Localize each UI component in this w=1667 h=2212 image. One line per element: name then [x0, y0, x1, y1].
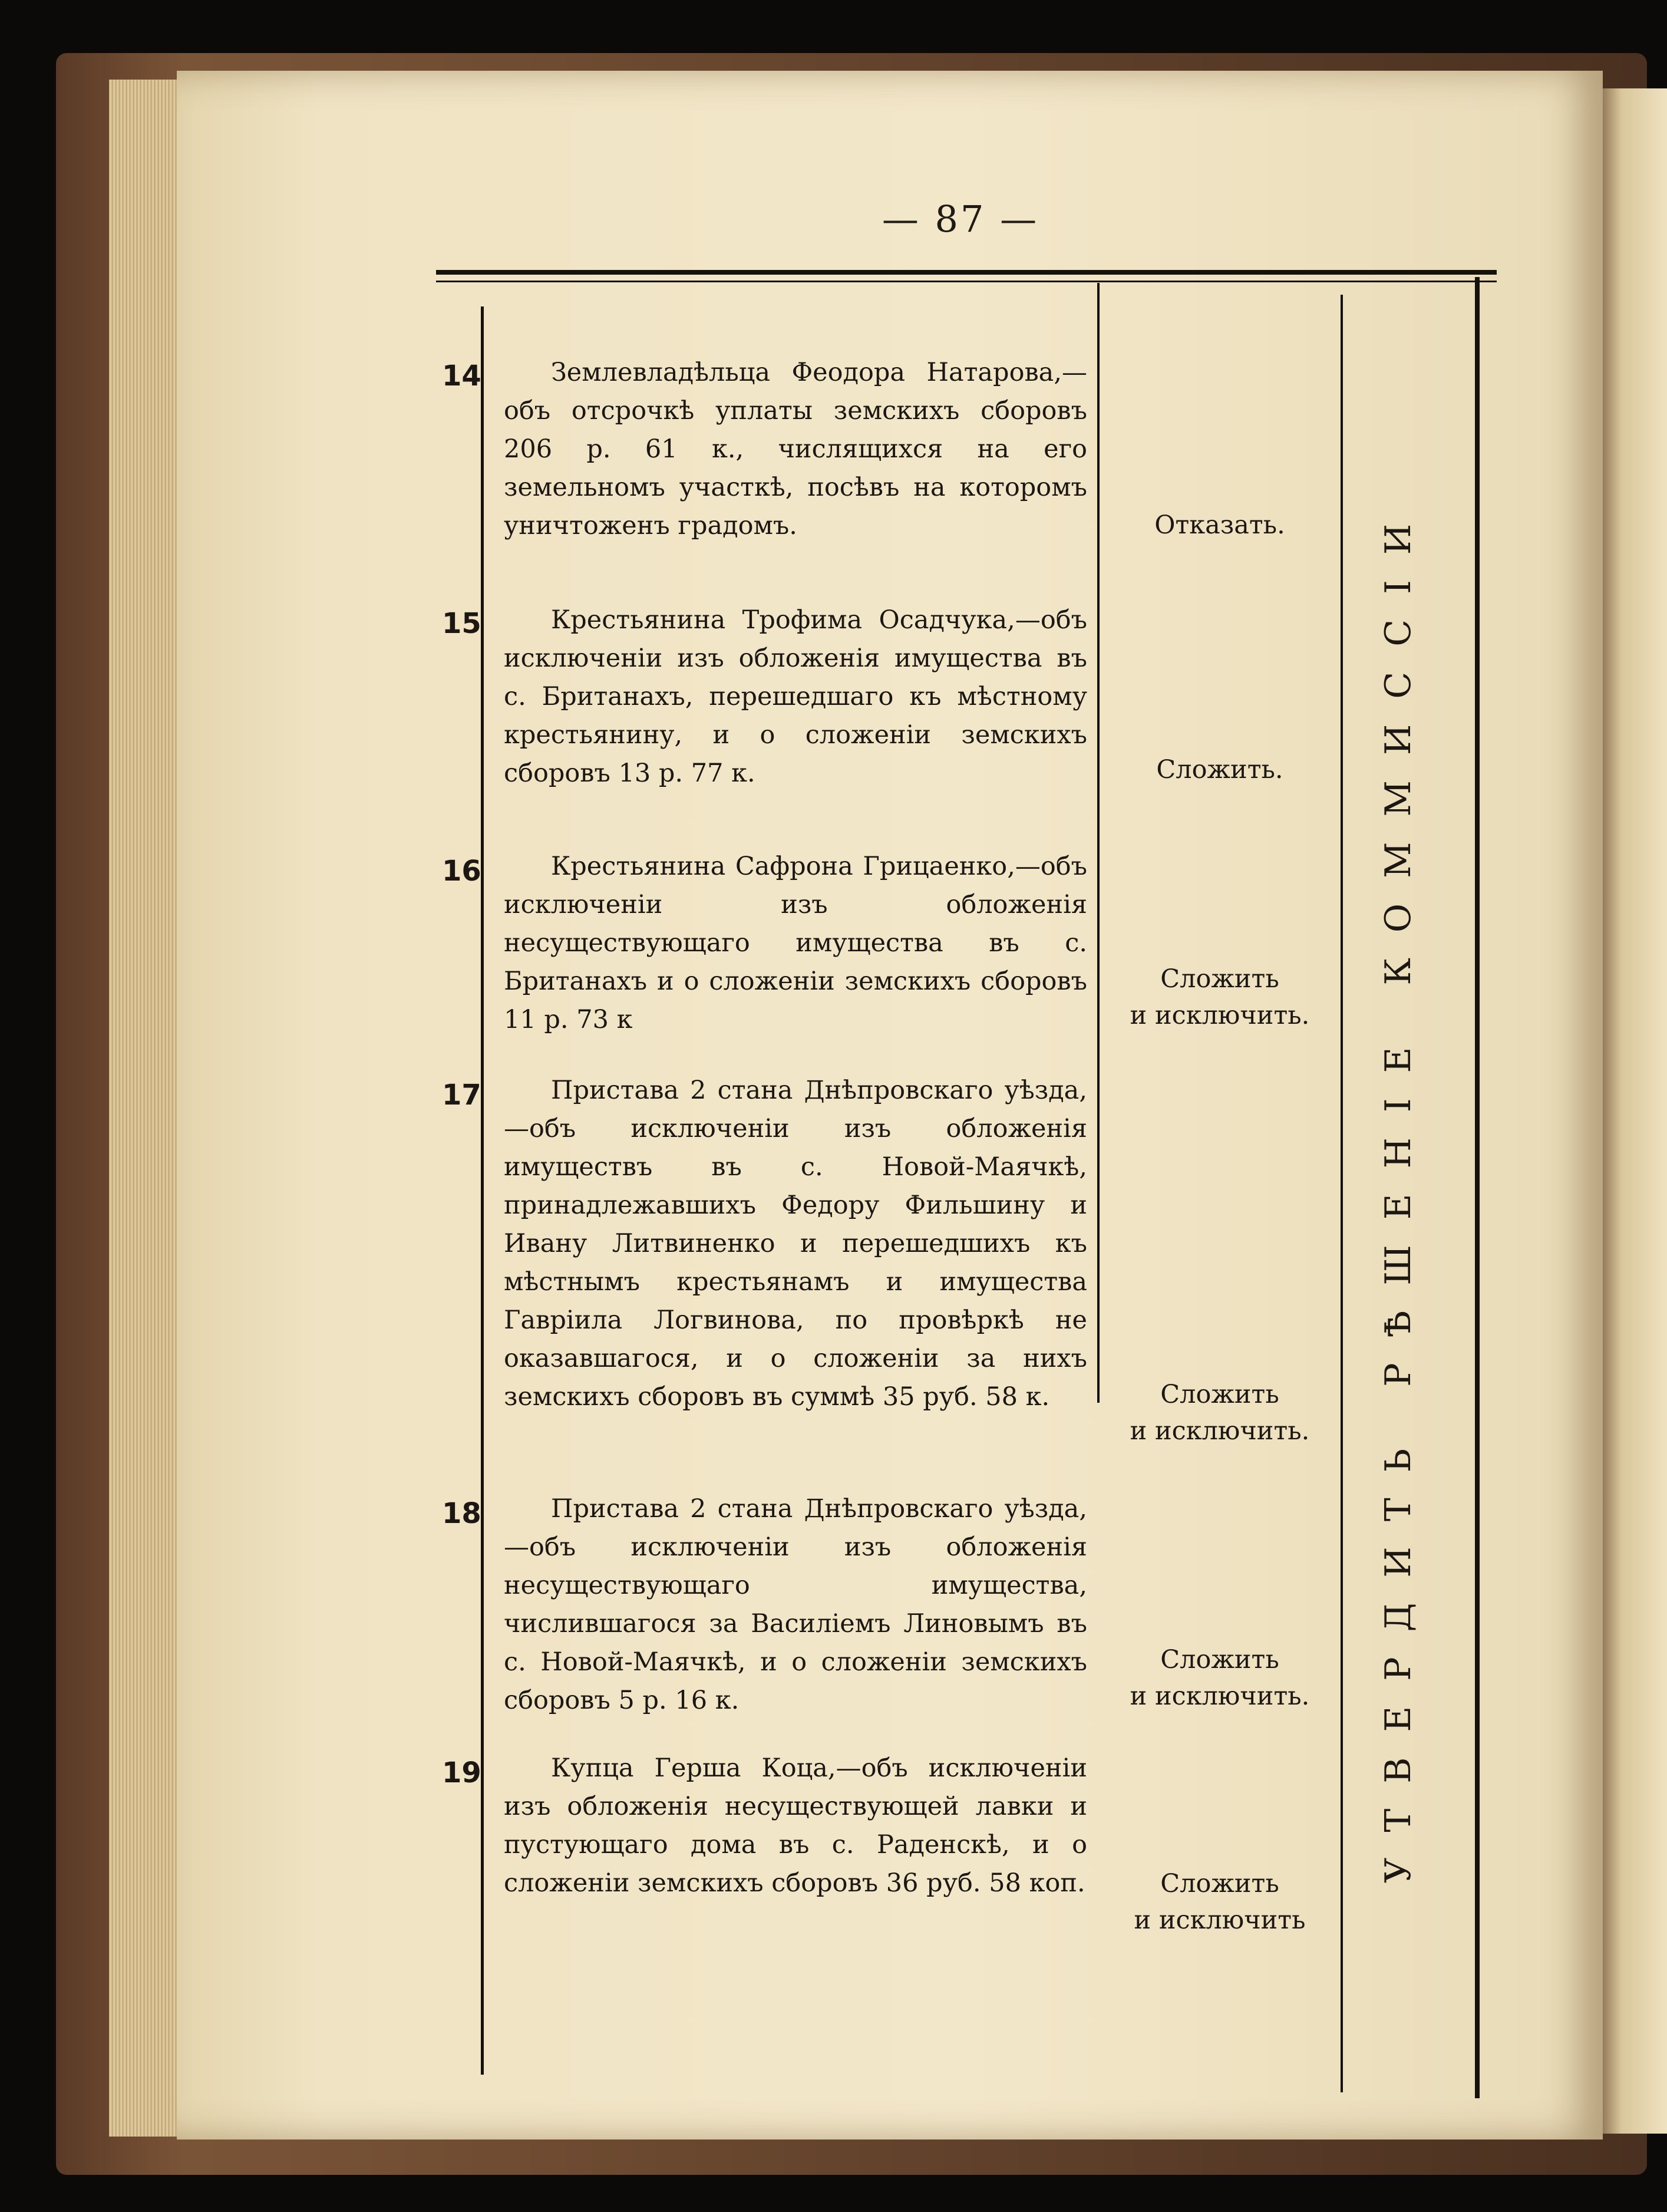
- entry-decision: Сложить и исключить: [1134, 1869, 1306, 1935]
- page-number: — 87 —: [882, 197, 1039, 240]
- top-rule: [436, 270, 1497, 275]
- entry-body: Купца Герша Коца,—объ исключеніи изъ обложенія несуществующей лавки и пустующаго дома въ с. Раденскѣ, и о сложеніи земскихъ сборовъ 36 руб. 58 коп.: [504, 1753, 1087, 1898]
- entry-body: Крестьянина Сафрона Грицаенко,—объ исключеніи изъ обложенія несуществующаго имущества въ с. Британахъ и о сложеніи земскихъ сборовъ 11 р. 73 к: [504, 852, 1087, 1034]
- entry-text: [504, 1072, 1087, 1416]
- top-rule-thin: [436, 281, 1497, 282]
- entry-text: [504, 601, 1087, 793]
- entry-decision: Сложить и исключить.: [1130, 964, 1310, 1030]
- entry-number: 17: [442, 1079, 481, 1112]
- entry-text: [504, 1490, 1087, 1720]
- number-column-divider: [481, 306, 484, 2075]
- entry-decision: Отказать.: [1154, 510, 1285, 540]
- entry-text: [504, 1749, 1087, 1903]
- entry-decision: Сложить.: [1156, 755, 1283, 784]
- label-column-divider-left: [1341, 295, 1343, 2092]
- entry-number: 19: [442, 1756, 481, 1789]
- entry-decision: Сложить и исключить.: [1130, 1645, 1310, 1711]
- entry-body: Пристава 2 стана Днѣпровскаго уѣзда,—объ исключеніи изъ обложенія несуществующаго имущества, числившагося за Василіемъ Линовымъ въ с. Новой-Маячкѣ, и о сложеніи земскихъ сборовъ 5 р. 16 к.: [504, 1494, 1087, 1715]
- label-column-divider-right: [1475, 277, 1480, 2098]
- entry-text: [504, 354, 1087, 545]
- entry-body: Землевладѣльца Феодора Натарова,—объ отсрочкѣ уплаты земскихъ сборовъ 206 р. 61 к., числящихся на его земельномъ участкѣ, посѣвъ на которомъ уничтоженъ градомъ.: [504, 358, 1087, 540]
- decision-column-divider: [1097, 283, 1100, 1403]
- side-resolution-label: УТВЕРДИТЬ РѢШЕНІЕ КОММИССІИ: [1378, 498, 1419, 1883]
- entry-number: 16: [442, 855, 481, 888]
- entry-decision: Сложить и исключить.: [1130, 1380, 1310, 1446]
- entry-number: 14: [442, 360, 481, 393]
- entry-number: 18: [442, 1497, 481, 1530]
- entry-text: [504, 848, 1087, 1039]
- entry-body: Пристава 2 стана Днѣпровскаго уѣзда,—объ исключеніи изъ обложенія имуществъ въ с. Новой-Маячкѣ, принадлежавшихъ Федору Фильшину и Ивану Литвиненко и перешедшихъ къ мѣстнымъ крестьянамъ и имущества Гавріила Логвинова, по провѣркѣ не оказавшагося, и о сложеніи за нихъ земскихъ сборовъ въ суммѣ 35 руб. 58 к.: [504, 1076, 1087, 1412]
- entry-body: Крестьянина Трофима Осадчука,—объ исключеніи изъ обложенія имущества въ с. Британахъ, перешедшаго къ мѣстному крестьянину, и о сложеніи земскихъ сборовъ 13 р. 77 к.: [504, 605, 1087, 788]
- entry-number: 15: [442, 607, 481, 640]
